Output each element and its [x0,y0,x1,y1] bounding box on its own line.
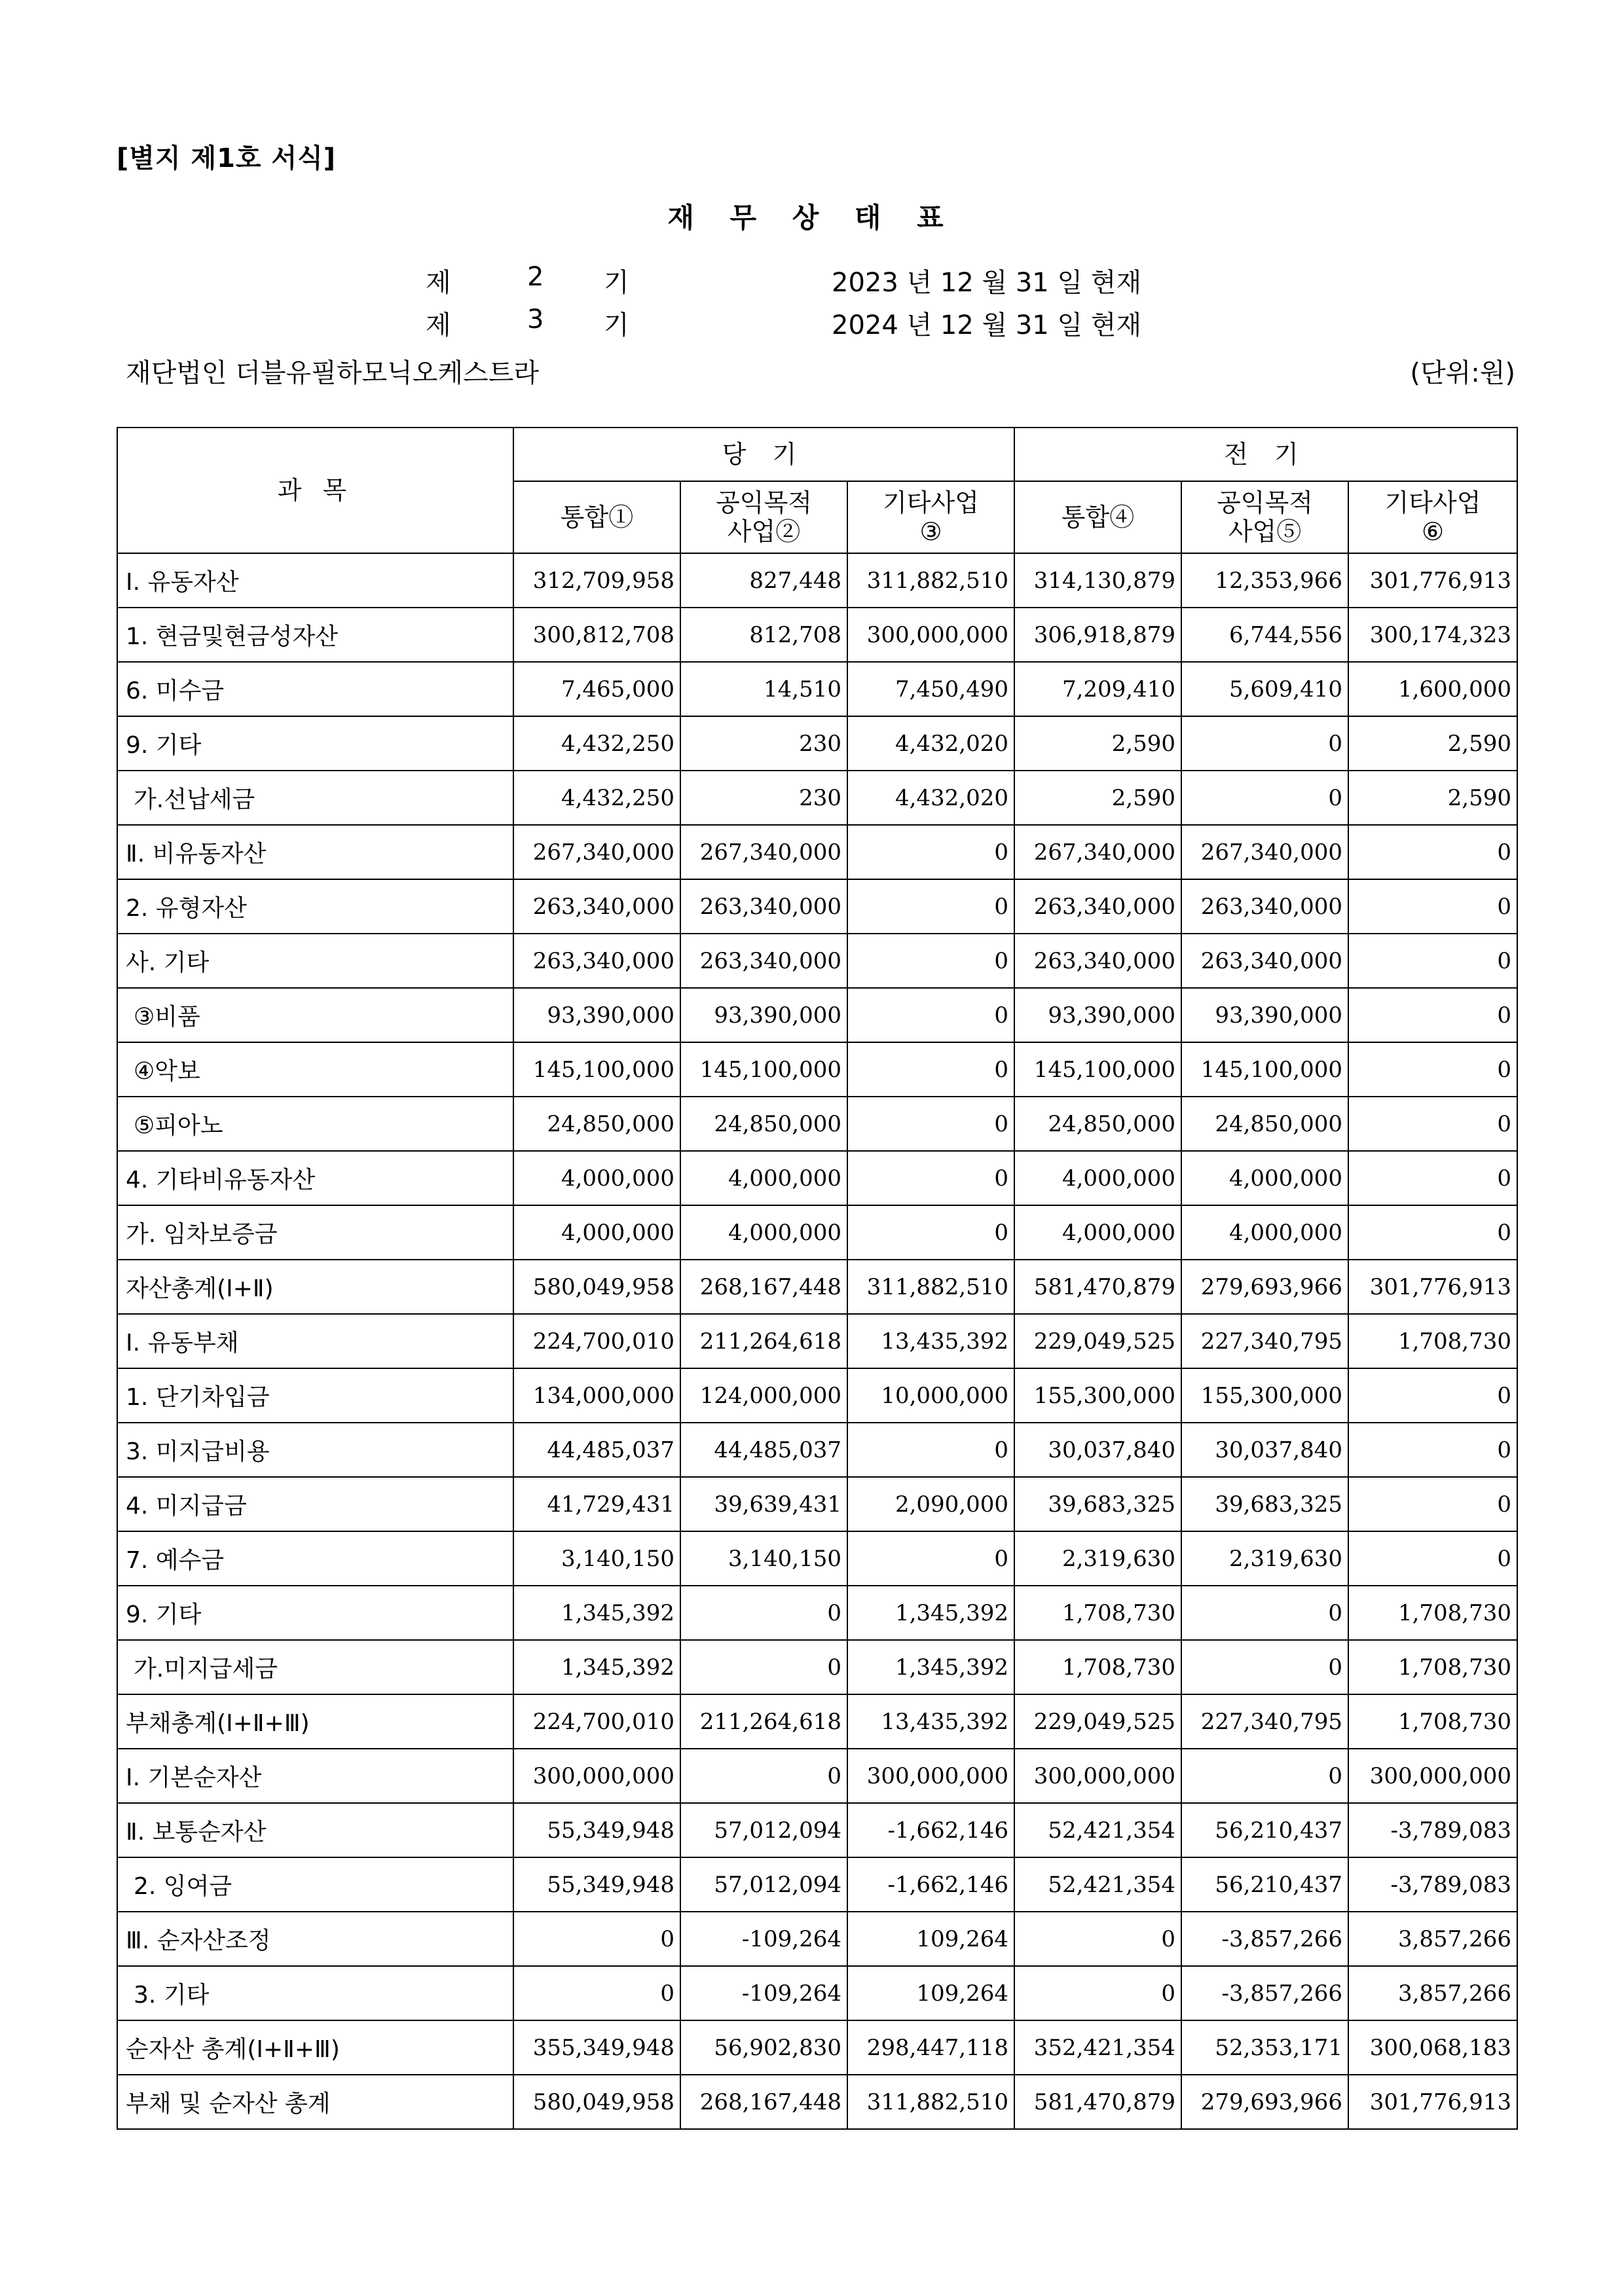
amount-cell: 93,390,000 [1014,988,1181,1042]
amount-cell: 93,390,000 [1181,988,1348,1042]
account-label: 2. 잉여금 [117,1857,513,1912]
amount-cell: 5,609,410 [1181,662,1348,716]
amount-cell: 12,353,966 [1181,553,1348,608]
table-row [117,1803,1517,1857]
amount-cell: 56,210,437 [1181,1803,1348,1857]
amount-cell: 0 [1181,1749,1348,1803]
table-row [117,1749,1517,1803]
amount-cell: 0 [847,1205,1014,1260]
amount-cell: 4,000,000 [513,1151,680,1205]
table-row [117,1423,1517,1477]
amount-cell: 0 [847,1151,1014,1205]
amount-cell: 44,485,037 [680,1423,847,1477]
account-label: ④악보 [117,1042,513,1097]
table-row [117,1097,1517,1151]
amount-cell: 4,000,000 [1181,1205,1348,1260]
amount-cell: 41,729,431 [513,1477,680,1531]
table-row [117,1368,1517,1423]
table-row [117,1640,1517,1694]
amount-cell: 312,709,958 [513,553,680,608]
amount-cell: 4,000,000 [513,1205,680,1260]
table-row [117,1531,1517,1586]
amount-cell: -109,264 [680,1912,847,1966]
amount-cell: 224,700,010 [513,1314,680,1368]
amount-cell: 227,340,795 [1181,1694,1348,1749]
amount-cell: 311,882,510 [847,553,1014,608]
period-date: 2024 년 12 월 31 일 현재 [832,310,1142,340]
amount-cell: 0 [1348,988,1517,1042]
sub-header: 공익목적 사업② [680,481,847,553]
amount-cell: 306,918,879 [1014,608,1181,662]
table-row [117,934,1517,988]
amount-cell: 268,167,448 [680,1260,847,1314]
amount-cell: 44,485,037 [513,1423,680,1477]
amount-cell: 0 [1348,825,1517,879]
table-row [117,771,1517,825]
amount-cell: 1,708,730 [1348,1314,1517,1368]
amount-cell: 155,300,000 [1181,1368,1348,1423]
amount-cell: 1,600,000 [1348,662,1517,716]
amount-cell: 24,850,000 [1014,1097,1181,1151]
amount-cell: 145,100,000 [1014,1042,1181,1097]
amount-cell: 3,140,150 [680,1531,847,1586]
amount-cell: 263,340,000 [1181,934,1348,988]
amount-cell: 52,353,171 [1181,2020,1348,2075]
amount-cell: 0 [1348,934,1517,988]
period-number: 2 [527,262,544,292]
amount-cell: 0 [847,1423,1014,1477]
account-label: 9. 기타 [117,716,513,771]
amount-cell: 0 [680,1640,847,1694]
amount-cell: 30,037,840 [1181,1423,1348,1477]
amount-cell: 0 [1348,1477,1517,1531]
amount-cell: 230 [680,716,847,771]
table-row [117,1205,1517,1260]
amount-cell: -3,857,266 [1181,1912,1348,1966]
amount-cell: 0 [847,1097,1014,1151]
amount-cell: 0 [847,825,1014,879]
amount-cell: 6,744,556 [1181,608,1348,662]
amount-cell: 301,776,913 [1348,553,1517,608]
amount-cell: 0 [513,1912,680,1966]
amount-cell: 1,345,392 [847,1640,1014,1694]
amount-cell: 300,068,183 [1348,2020,1517,2075]
period-gi: 기 [604,268,629,298]
account-label: ⑤피아노 [117,1097,513,1151]
amount-cell: 24,850,000 [680,1097,847,1151]
amount-cell: 7,209,410 [1014,662,1181,716]
amount-cell: 24,850,000 [1181,1097,1348,1151]
amount-cell: 311,882,510 [847,1260,1014,1314]
amount-cell: 0 [680,1586,847,1640]
account-label: 순자산 총계(Ⅰ+Ⅱ+Ⅲ) [117,2020,513,2075]
amount-cell: 263,340,000 [680,879,847,934]
amount-cell: 0 [513,1966,680,2020]
amount-cell: 145,100,000 [1181,1042,1348,1097]
table-row [117,1586,1517,1640]
amount-cell: 93,390,000 [513,988,680,1042]
account-label: 가.미지급세금 [117,1640,513,1694]
amount-cell: 4,000,000 [680,1151,847,1205]
amount-cell: 0 [847,1531,1014,1586]
amount-cell: 0 [847,988,1014,1042]
amount-cell: 263,340,000 [680,934,847,988]
account-label: 1. 현금및현금성자산 [117,608,513,662]
table-row [117,825,1517,879]
amount-cell: 279,693,966 [1181,2075,1348,2129]
amount-cell: 0 [1014,1912,1181,1966]
amount-cell: 52,421,354 [1014,1803,1181,1857]
amount-cell: 267,340,000 [680,825,847,879]
amount-cell: 1,345,392 [847,1586,1014,1640]
sub-header: 통합④ [1014,481,1181,553]
table-row [117,1151,1517,1205]
table-row [117,553,1517,608]
amount-cell: 352,421,354 [1014,2020,1181,2075]
amount-cell: -3,789,083 [1348,1803,1517,1857]
amount-cell: 0 [1348,1097,1517,1151]
table-row [117,1260,1517,1314]
amount-cell: 230 [680,771,847,825]
table-row [117,988,1517,1042]
amount-cell: 2,590 [1014,771,1181,825]
account-label: 가. 임차보증금 [117,1205,513,1260]
account-label: Ⅱ. 비유동자산 [117,825,513,879]
amount-cell: 10,000,000 [847,1368,1014,1423]
table-row [117,1857,1517,1912]
account-label: 6. 미수금 [117,662,513,716]
amount-cell: 0 [1181,716,1348,771]
amount-cell: 1,708,730 [1014,1586,1181,1640]
table-row [117,608,1517,662]
amount-cell: 1,708,730 [1014,1640,1181,1694]
amount-cell: 30,037,840 [1014,1423,1181,1477]
prior-period-header: 전 기 [1014,428,1517,481]
amount-cell: 3,140,150 [513,1531,680,1586]
amount-cell: 57,012,094 [680,1857,847,1912]
amount-cell: 300,000,000 [513,1749,680,1803]
amount-cell: 300,000,000 [1014,1749,1181,1803]
account-label: 부채총계(Ⅰ+Ⅱ+Ⅲ) [117,1694,513,1749]
account-label: 2. 유형자산 [117,879,513,934]
amount-cell: 827,448 [680,553,847,608]
amount-cell: 2,319,630 [1181,1531,1348,1586]
amount-cell: 0 [847,934,1014,988]
amount-cell: 0 [1181,1586,1348,1640]
current-period-header: 당 기 [513,428,1014,481]
amount-cell: 134,000,000 [513,1368,680,1423]
amount-cell: 0 [1014,1966,1181,2020]
account-label: 3. 미지급비용 [117,1423,513,1477]
amount-cell: 39,683,325 [1181,1477,1348,1531]
account-label: Ⅱ. 보통순자산 [117,1803,513,1857]
table-row [117,2020,1517,2075]
amount-cell: 7,450,490 [847,662,1014,716]
table-row [117,1912,1517,1966]
amount-cell: 145,100,000 [680,1042,847,1097]
table-body [117,553,1517,2129]
amount-cell: 300,812,708 [513,608,680,662]
amount-cell: 1,708,730 [1348,1640,1517,1694]
amount-cell: 13,435,392 [847,1314,1014,1368]
amount-cell: 55,349,948 [513,1803,680,1857]
amount-cell: 263,340,000 [1181,879,1348,934]
amount-cell: 4,432,250 [513,716,680,771]
account-label: 자산총계(Ⅰ+Ⅱ) [117,1260,513,1314]
amount-cell: 56,210,437 [1181,1857,1348,1912]
table-header [117,428,1517,553]
amount-cell: 300,000,000 [847,608,1014,662]
account-column-header: 과 목 [117,428,513,553]
amount-cell: 4,000,000 [1014,1205,1181,1260]
amount-cell: 301,776,913 [1348,2075,1517,2129]
amount-cell: 812,708 [680,608,847,662]
amount-cell: 0 [1181,1640,1348,1694]
table-row [117,1694,1517,1749]
amount-cell: 39,683,325 [1014,1477,1181,1531]
account-label: 1. 단기차입금 [117,1368,513,1423]
amount-cell: 224,700,010 [513,1694,680,1749]
amount-cell: 2,590 [1348,771,1517,825]
amount-cell: 0 [1348,1205,1517,1260]
amount-cell: -1,662,146 [847,1857,1014,1912]
amount-cell: 267,340,000 [513,825,680,879]
amount-cell: 0 [1348,1423,1517,1477]
amount-cell: 1,708,730 [1348,1694,1517,1749]
table-row [117,879,1517,934]
amount-cell: 227,340,795 [1181,1314,1348,1368]
organization-name: 재단법인 더블유필하모닉오케스트라 [126,358,539,388]
amount-cell: 4,000,000 [1181,1151,1348,1205]
amount-cell: 211,264,618 [680,1694,847,1749]
amount-cell: 1,345,392 [513,1586,680,1640]
amount-cell: 55,349,948 [513,1857,680,1912]
sub-header: 공익목적 사업⑤ [1181,481,1348,553]
document-title: 재 무 상 태 표 [667,202,957,234]
table-row [117,1042,1517,1097]
table-row [117,1477,1517,1531]
amount-cell: 0 [1348,1042,1517,1097]
account-label: 7. 예수금 [117,1531,513,1586]
amount-cell: 14,510 [680,662,847,716]
amount-cell: 580,049,958 [513,2075,680,2129]
amount-cell: 263,340,000 [513,879,680,934]
amount-cell: 229,049,525 [1014,1694,1181,1749]
form-label: [별지 제1호 서식] [117,143,337,173]
amount-cell: 56,902,830 [680,2020,847,2075]
amount-cell: 3,857,266 [1348,1912,1517,1966]
amount-cell: 52,421,354 [1014,1857,1181,1912]
amount-cell: 155,300,000 [1014,1368,1181,1423]
amount-cell: 1,708,730 [1348,1586,1517,1640]
amount-cell: -3,789,083 [1348,1857,1517,1912]
amount-cell: 3,857,266 [1348,1966,1517,2020]
unit-label: (단위:원) [1410,358,1515,388]
amount-cell: 300,174,323 [1348,608,1517,662]
amount-cell: 4,432,020 [847,716,1014,771]
table-row [117,1314,1517,1368]
amount-cell: 0 [680,1749,847,1803]
amount-cell: 229,049,525 [1014,1314,1181,1368]
amount-cell: 211,264,618 [680,1314,847,1368]
amount-cell: 39,639,431 [680,1477,847,1531]
amount-cell: 300,000,000 [847,1749,1014,1803]
account-label: 3. 기타 [117,1966,513,2020]
amount-cell: 2,590 [1014,716,1181,771]
amount-cell: 2,090,000 [847,1477,1014,1531]
account-label: Ⅰ. 유동부채 [117,1314,513,1368]
amount-cell: 298,447,118 [847,2020,1014,2075]
amount-cell: 0 [1348,1368,1517,1423]
amount-cell: 24,850,000 [513,1097,680,1151]
amount-cell: 1,345,392 [513,1640,680,1694]
sub-header: 기타사업 ⑥ [1348,481,1517,553]
table-row [117,716,1517,771]
amount-cell: 581,470,879 [1014,2075,1181,2129]
amount-cell: 314,130,879 [1014,553,1181,608]
sub-header: 통합① [513,481,680,553]
account-label: 사. 기타 [117,934,513,988]
sub-header: 기타사업 ③ [847,481,1014,553]
period-number: 3 [527,304,544,335]
amount-cell: 0 [1348,1151,1517,1205]
amount-cell: 263,340,000 [1014,879,1181,934]
amount-cell: 267,340,000 [1181,825,1348,879]
amount-cell: 0 [847,879,1014,934]
amount-cell: -109,264 [680,1966,847,2020]
amount-cell: 0 [1348,879,1517,934]
amount-cell: 4,432,250 [513,771,680,825]
account-label: 4. 기타비유동자산 [117,1151,513,1205]
financial-statement-table [117,427,1518,2130]
amount-cell: 263,340,000 [1014,934,1181,988]
account-label: 9. 기타 [117,1586,513,1640]
amount-cell: 93,390,000 [680,988,847,1042]
amount-cell: 109,264 [847,1966,1014,2020]
amount-cell: 2,590 [1348,716,1517,771]
amount-cell: 300,000,000 [1348,1749,1517,1803]
period-gi: 기 [604,310,629,340]
table-row [117,662,1517,716]
amount-cell: 263,340,000 [513,934,680,988]
amount-cell: 2,319,630 [1014,1531,1181,1586]
account-label: ③비품 [117,988,513,1042]
amount-cell: -1,662,146 [847,1803,1014,1857]
account-label: Ⅰ. 유동자산 [117,553,513,608]
amount-cell: 268,167,448 [680,2075,847,2129]
amount-cell: 580,049,958 [513,1260,680,1314]
account-label: Ⅲ. 순자산조정 [117,1912,513,1966]
amount-cell: 13,435,392 [847,1694,1014,1749]
amount-cell: 311,882,510 [847,2075,1014,2129]
amount-cell: 279,693,966 [1181,1260,1348,1314]
amount-cell: 4,000,000 [1014,1151,1181,1205]
amount-cell: 0 [1181,771,1348,825]
table-row [117,1966,1517,2020]
amount-cell: 0 [847,1042,1014,1097]
account-label: 부채 및 순자산 총계 [117,2075,513,2129]
period-date: 2023 년 12 월 31 일 현재 [832,268,1142,298]
table-row [117,2075,1517,2129]
amount-cell: -3,857,266 [1181,1966,1348,2020]
account-label: 4. 미지급금 [117,1477,513,1531]
amount-cell: 145,100,000 [513,1042,680,1097]
amount-cell: 4,000,000 [680,1205,847,1260]
account-label: Ⅰ. 기본순자산 [117,1749,513,1803]
amount-cell: 267,340,000 [1014,825,1181,879]
amount-cell: 581,470,879 [1014,1260,1181,1314]
period-je: 제 [426,310,451,340]
amount-cell: 0 [1348,1531,1517,1586]
amount-cell: 301,776,913 [1348,1260,1517,1314]
amount-cell: 124,000,000 [680,1368,847,1423]
amount-cell: 4,432,020 [847,771,1014,825]
amount-cell: 355,349,948 [513,2020,680,2075]
account-label: 가.선납세금 [117,771,513,825]
amount-cell: 7,465,000 [513,662,680,716]
amount-cell: 57,012,094 [680,1803,847,1857]
amount-cell: 109,264 [847,1912,1014,1966]
period-je: 제 [426,268,451,298]
